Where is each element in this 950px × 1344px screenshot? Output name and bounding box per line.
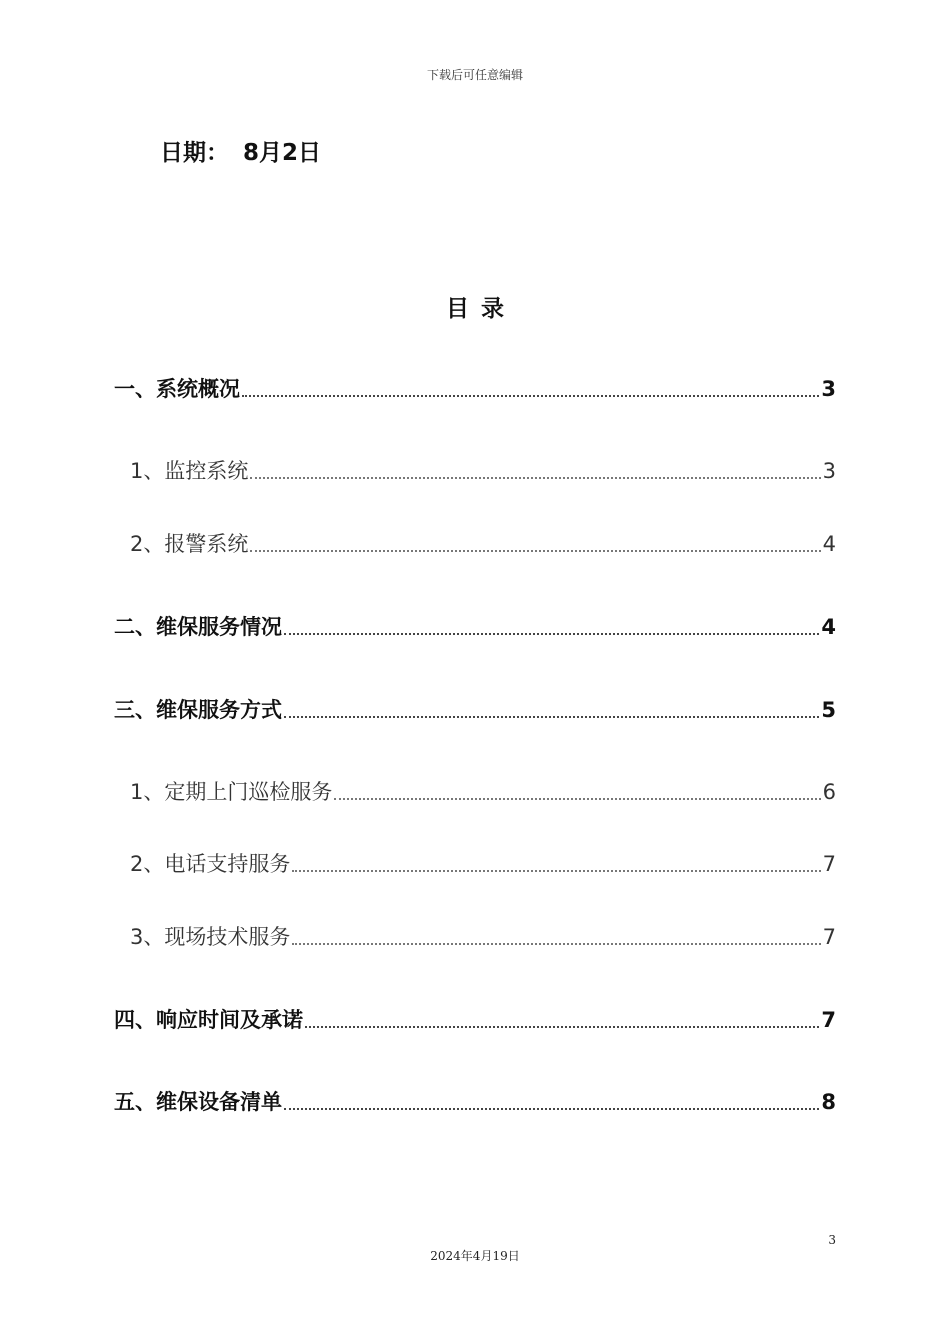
toc-entry-page: 7 [821,1008,836,1032]
page-footer-date: 2024年4月19日 [430,1249,520,1263]
toc-dot-leader [242,394,819,397]
toc-entry-page: 6 [822,780,836,804]
toc-dot-leader [292,869,820,872]
toc-entry-text: 3、现场技术服务 [130,925,291,949]
toc-entry-page: 3 [821,377,836,401]
toc-entry-text: 2、电话支持服务 [130,852,291,876]
date-label: 日期： [160,140,229,166]
toc-entry-alarm-system[interactable] [130,529,836,559]
toc-entry-text: 三、维保服务方式 [114,698,282,722]
date-line [160,134,321,167]
toc-entry-text: 四、响应时间及承诺 [114,1008,303,1032]
toc-entry-phone-support[interactable] [130,849,836,879]
toc-entry-page: 4 [821,615,836,639]
toc-title: 目录 [446,296,516,322]
toc-dot-leader [250,549,820,552]
toc-dot-leader [284,715,819,718]
toc-entry-page: 7 [822,852,836,876]
toc-entry-page: 3 [822,459,836,483]
toc-entry-system-overview[interactable] [114,374,836,404]
toc-entry-text: 1、监控系统 [130,459,249,483]
toc-dot-leader [284,632,819,635]
toc-dot-leader [250,476,820,479]
toc-entry-page: 4 [822,532,836,556]
toc-entry-text: 一、系统概况 [114,377,240,401]
toc-entry-maintenance-status[interactable] [114,612,836,642]
toc-entry-page: 7 [822,925,836,949]
toc-entry-onsite-technical[interactable] [130,922,836,952]
toc-entry-maintenance-methods[interactable] [114,695,836,725]
toc-dot-leader [284,1107,819,1110]
toc-dot-leader [334,797,820,800]
toc-entry-equipment-list[interactable] [114,1087,836,1117]
toc-entry-monitoring-system[interactable] [130,456,836,486]
toc-entry-text: 二、维保服务情况 [114,615,282,639]
toc-entry-text: 1、定期上门巡检服务 [130,780,333,804]
toc-dot-leader [292,942,820,945]
toc-entry-page: 5 [821,698,836,722]
toc-entry-page: 8 [821,1090,836,1114]
toc-entry-text: 2、报警系统 [130,532,249,556]
toc-entry-onsite-inspection[interactable] [130,777,836,807]
toc-entry-text: 五、维保设备清单 [114,1090,282,1114]
date-value: 8月2日 [243,140,322,166]
toc-entry-response-time[interactable] [114,1005,836,1035]
page-number: 3 [828,1233,836,1247]
toc-dot-leader [305,1025,819,1028]
page-header: 下载后可任意编辑 [426,68,523,82]
